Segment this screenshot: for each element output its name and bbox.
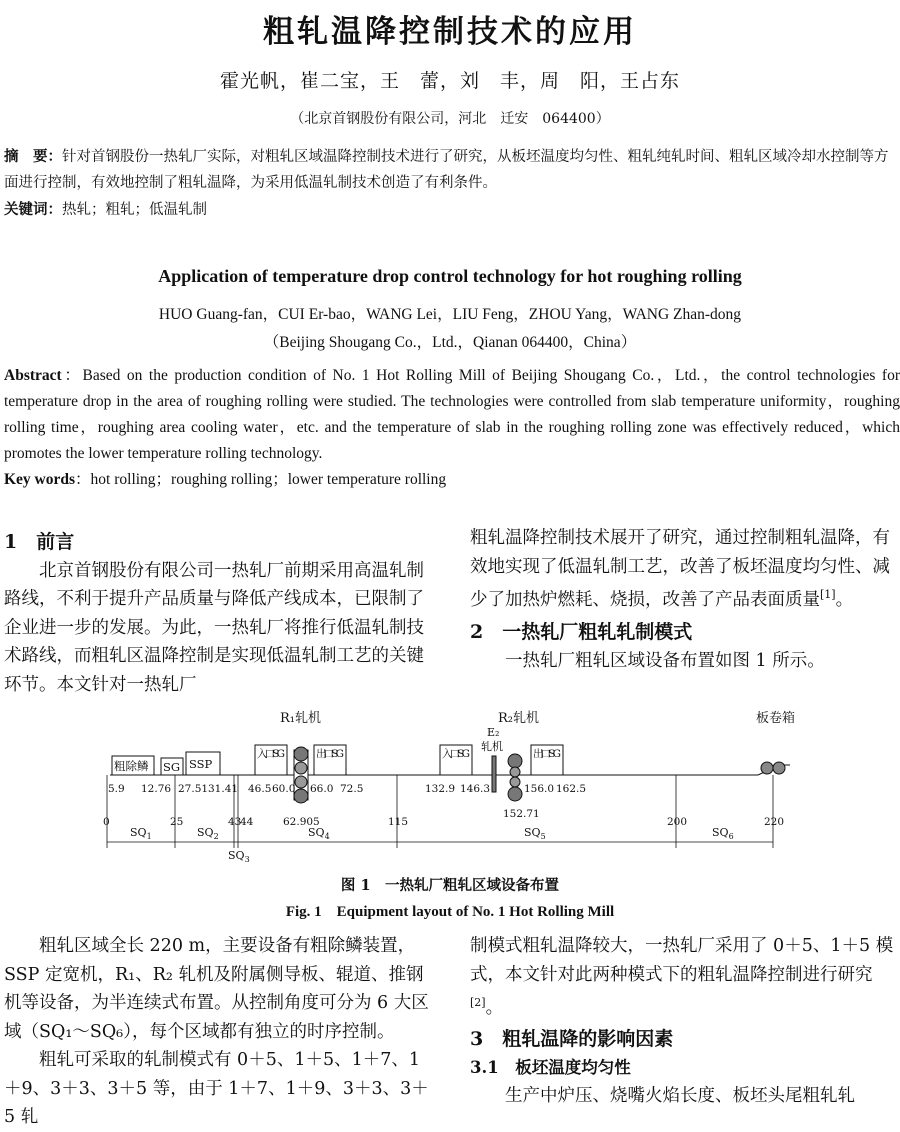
abstract-cn-label: 摘 要： xyxy=(4,148,62,165)
abstract-cn-text: 针对首钢股份一热轧厂实际，对粗轧区域温降控制技术进行了研究，从板坯温度均匀性、粗轧纯轧时间、粗轧区域冷却水控制等方面进行控制，有效地控制了粗轧温降，为采用低温轧制技术创造了有利条件。 xyxy=(4,149,889,191)
svg-text:62.905: 62.905 xyxy=(283,816,320,828)
abstract-cn xyxy=(4,144,898,196)
section-3-heading: 3 粗轧温降的影响因素 xyxy=(470,1028,674,1051)
figure-1-diagram xyxy=(100,706,800,876)
svg-text:115: 115 xyxy=(388,816,409,828)
sg-box-1-label: SG xyxy=(163,760,181,774)
section-3-1-heading: 3.1 板坯温度均匀性 xyxy=(470,1057,631,1077)
r2-mill-label: R₂轧机 xyxy=(498,711,539,726)
section-3-1-paragraph: 生产中炉压、烧嘴火焰长度、板坯头尾粗轧轧 xyxy=(505,1086,855,1107)
svg-text:27.51: 27.51 xyxy=(178,783,209,795)
section-1-paragraph: 北京首钢股份有限公司一热轧厂前期采用高温轧制路线，不利于提升产品质量与降低产线成本，已限制了企业进一步的发展。为此，一热轧厂将推行低温轧制技术路线，而粗轧区温降控制是实现低温轧制工艺的关键环节。本文针对一热轧厂 xyxy=(4,560,424,695)
keywords-en-text: ：hot rolling；roughing rolling；lower temperature rolling xyxy=(75,471,447,488)
svg-text:66.0: 66.0 xyxy=(310,783,334,795)
svg-text:200: 200 xyxy=(667,816,688,828)
svg-text:152.71: 152.71 xyxy=(503,808,540,820)
svg-text:156.0: 156.0 xyxy=(524,783,555,795)
citation-1[interactable]: [1] xyxy=(820,588,836,601)
keywords-cn-text: 热轧；粗轧；低温轧制 xyxy=(62,202,207,218)
svg-text:146.3: 146.3 xyxy=(460,783,491,795)
e2-edger xyxy=(492,756,496,792)
svg-text:SQ2: $SQ_2$ xyxy=(197,826,219,841)
page-title: 粗轧温降控制技术的应用 xyxy=(263,14,637,50)
right-column-top xyxy=(470,524,898,675)
e2-sub-label: 轧机 xyxy=(481,740,503,753)
abstract-en xyxy=(4,363,900,467)
right-column-bottom xyxy=(470,932,898,1111)
section-2-intro: 一热轧厂粗轧区域设备布置如图 1 所示。 xyxy=(505,650,825,671)
left-column-bottom xyxy=(4,932,432,1132)
section-2-heading: 2 一热轧厂粗轧轧制模式 xyxy=(470,621,693,644)
coilbox-label: 板卷箱 xyxy=(756,711,796,726)
citation-2[interactable]: [2] xyxy=(470,996,486,1009)
svg-text:SQ6: $SQ_6$ xyxy=(712,826,734,841)
svg-text:31.41: 31.41 xyxy=(208,783,239,795)
e2-label: E₂ xyxy=(487,726,500,739)
svg-text:12.76: 12.76 xyxy=(141,783,172,795)
r1-entry-sg-label: 入口SG xyxy=(257,748,285,760)
svg-text:72.5: 72.5 xyxy=(340,783,364,795)
svg-text:0: 0 xyxy=(103,816,110,828)
r2-exit-sg-label: 出口SG xyxy=(533,748,561,760)
english-authors: HUO Guang-fan，CUI Er-bao，WANG Lei，LIU Feng，ZHOU Yang，WANG Zhan-dong xyxy=(158,306,742,323)
svg-text:132.9: 132.9 xyxy=(425,783,456,795)
svg-text:5.9: 5.9 xyxy=(108,783,125,795)
abstract-en-text: ：Based on the production condition of No. 1 Hot Rolling Mill of Beijing Shougang Co.，Ltd.，the control technologies for temperature drop in the area of roughing rolling were studied. The technologies were controlled from slab temperature uniformity，roughing rolling time，roughing area cooling water，etc. and the temperature of slab in the roughing rolling zone was effectively reduced，which promotes the lower temperature rolling technology. xyxy=(4,367,900,462)
r1-exit-sg-label: 出口SG xyxy=(316,748,344,760)
svg-text:SQ5: $SQ_5$ xyxy=(524,826,546,841)
affiliation: （北京首钢股份有限公司，河北 迁安 064400） xyxy=(290,111,610,127)
svg-text:60.0: 60.0 xyxy=(272,783,296,795)
svg-text:SQ1: $SQ_1$ xyxy=(130,826,152,841)
svg-text:162.5: 162.5 xyxy=(556,783,587,795)
abstract-en-label: Abstract xyxy=(4,367,62,384)
section-2-paragraph-3-cont: 制模式粗轧温降较大，一热轧厂采用了 0＋5、1＋5 模式，本文针对此两种模式下的粗轧温降控制进行研究[2]。 xyxy=(470,936,894,1018)
authors: 霍光帆，崔二宝，王 蕾，刘 丰，周 阳，王占东 xyxy=(219,70,680,92)
left-column-top xyxy=(4,528,432,699)
coilbox xyxy=(761,762,785,774)
r1-mill xyxy=(294,747,308,803)
keywords-en xyxy=(4,467,900,493)
svg-text:SQ3: $SQ_3$ xyxy=(228,849,250,864)
r1-mill-label: R₁轧机 xyxy=(280,711,321,726)
section-1-heading: 1 前言 xyxy=(4,531,75,553)
english-affiliation: （Beijing Shougang Co.，Ltd.，Qianan 064400，China） xyxy=(263,334,637,351)
descaler-label: 粗除鳞 xyxy=(114,759,149,773)
section-2-paragraph-2: 粗轧区域全长 220 m，主要设备有粗除鳞装置，SSP 定宽机，R₁、R₂ 轧机及附属侧导板、辊道、推钢机等设备，为半连续式布置。从控制角度可分为 6 大区域（SQ₁～SQ₆），每个区域都有独立的时序控制。 xyxy=(4,936,429,1042)
svg-text:46.5: 46.5 xyxy=(248,783,272,795)
svg-text:43: 43 xyxy=(228,816,242,828)
keywords-cn xyxy=(4,197,898,223)
svg-text:25: 25 xyxy=(170,816,184,828)
figure-1-caption-cn: 图 1 一热轧厂粗轧区域设备布置 xyxy=(340,877,560,894)
r2-mill xyxy=(508,754,522,801)
svg-text:220: 220 xyxy=(764,816,785,828)
zone-labels xyxy=(130,826,734,864)
keywords-en-label: Key words xyxy=(4,471,76,488)
ssp-label: SSP xyxy=(189,757,213,771)
section-1-paragraph-cont: 粗轧温降控制技术展开了研究，通过控制粗轧温降，有效地实现了低温轧制工艺，改善了板坯温度均匀性、减少了加热炉燃耗、烧损，改善了产品表面质量[1]。 xyxy=(470,528,890,610)
r2-entry-sg-label: 入口SG xyxy=(442,748,470,760)
keywords-cn-label: 关键词： xyxy=(4,201,62,218)
english-title: Application of temperature drop control technology for hot roughing rolling xyxy=(158,266,742,286)
svg-text:SQ4: $SQ_4$ xyxy=(308,826,330,841)
section-2-paragraph-3: 粗轧可采取的轧制模式有 0＋5、1＋5、1＋7、1＋9、3＋3、3＋5 等，由于 1＋7、1＋9、3＋3、3＋5 轧 xyxy=(4,1050,429,1127)
figure-1-caption-en: Fig. 1 Equipment layout of No. 1 Hot Rolling Mill xyxy=(285,904,615,920)
svg-text:44: 44 xyxy=(240,816,254,828)
